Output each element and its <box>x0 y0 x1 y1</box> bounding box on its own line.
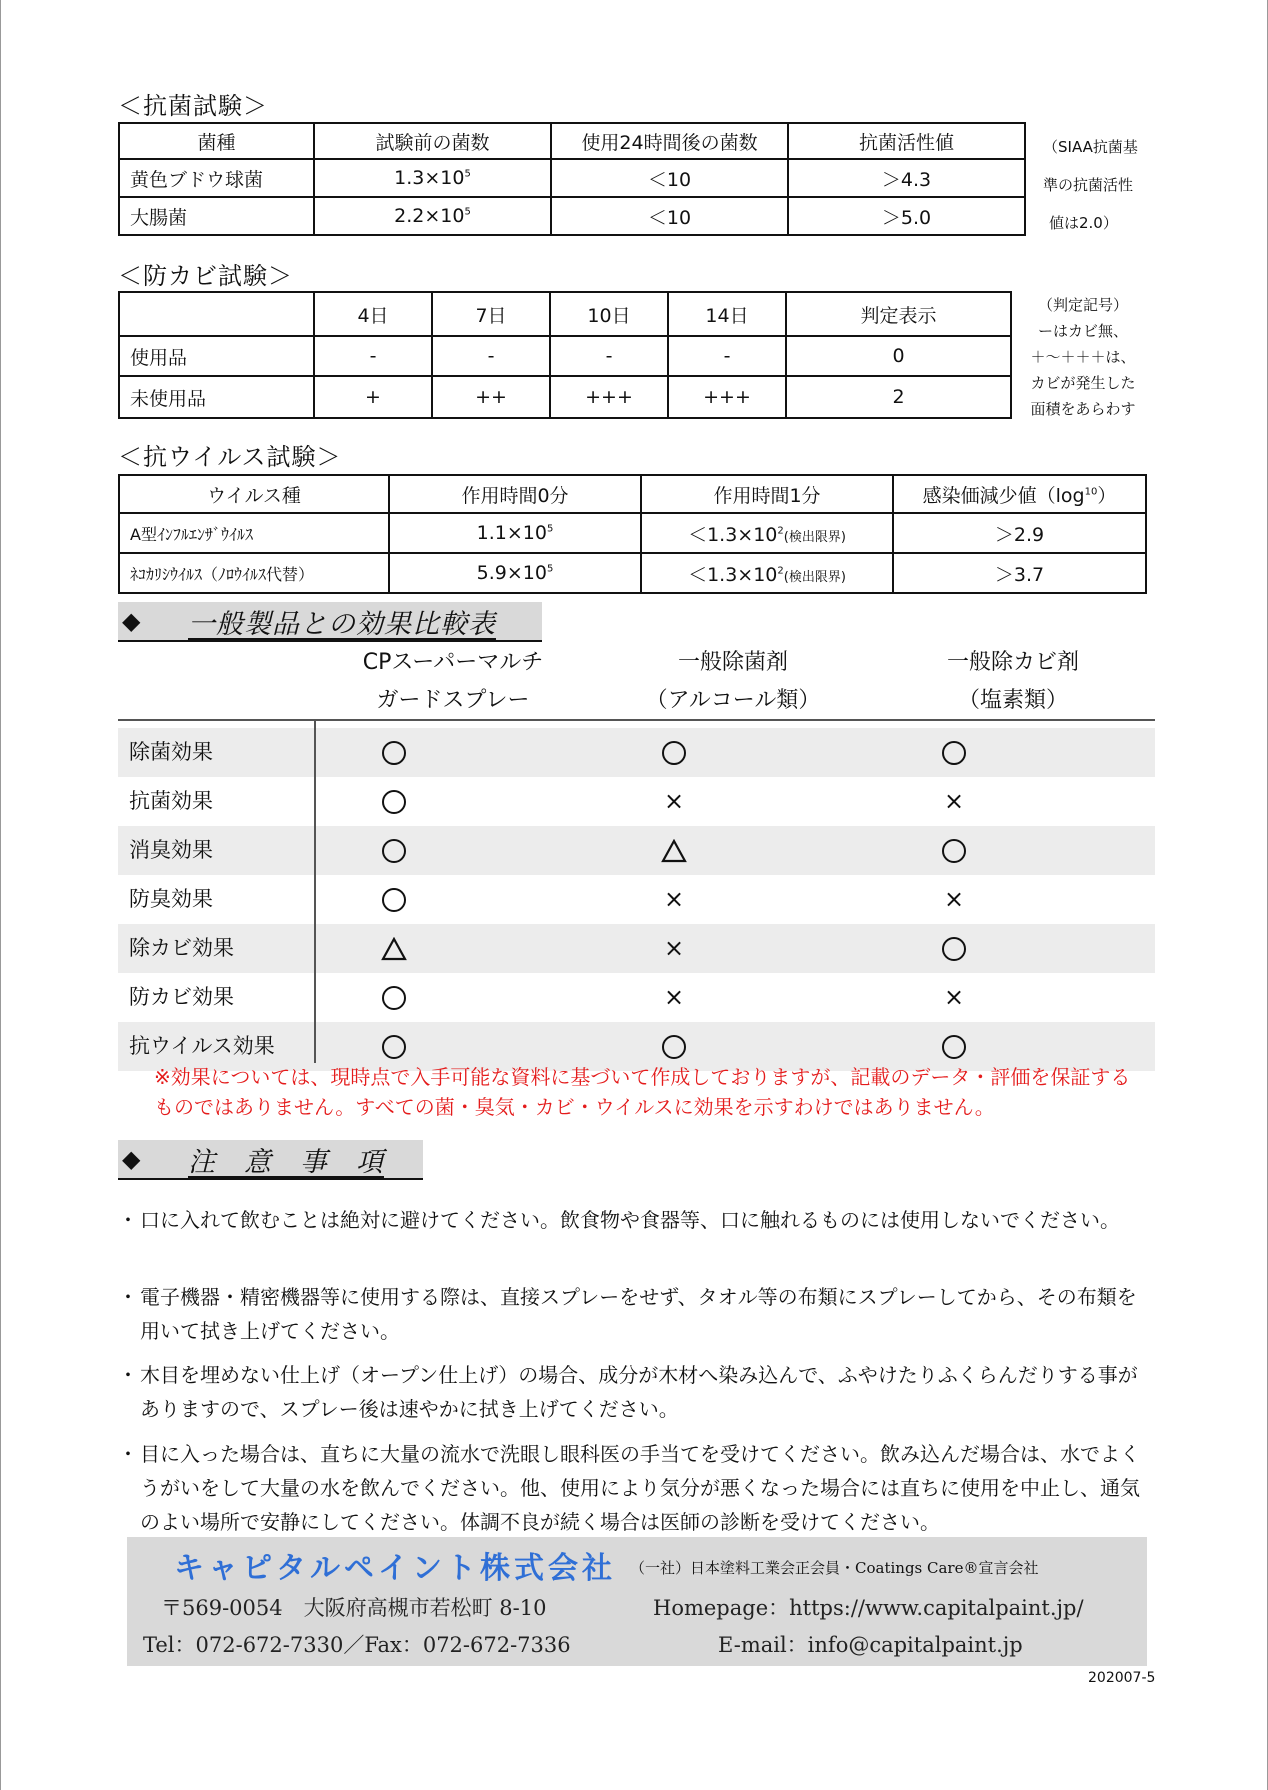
effect-label: 防臭効果 <box>129 887 213 911</box>
result-cell: ++ <box>432 376 550 418</box>
document-code: 202007-5 <box>1088 1670 1156 1686</box>
header-cell: 判定表示 <box>786 292 1011 336</box>
note-line: カビが発生した <box>1030 374 1136 392</box>
association-text: （一社）日本塗料工業会正会員・Coatings Care®宣言会社 <box>630 1559 1039 1577</box>
circle-mark-icon <box>334 728 454 777</box>
header-cell: 7日 <box>432 292 550 336</box>
sample-cell: 未使用品 <box>119 376 314 418</box>
note-line: 値は2.0） <box>1049 214 1118 232</box>
result-cell: - <box>314 336 432 376</box>
caution-text: 木目を埋めない仕上げ（オープン仕上げ）の場合、成分が木材へ染み込んで、ふやけたりふくらんだりする事がありますので、スプレー後は速やかに拭き上げてください。 <box>140 1363 1138 1421</box>
company-name: キャピタルペイント株式会社 <box>174 1551 616 1586</box>
column-header-chlorine <box>893 644 1133 720</box>
table-row <box>119 553 1146 593</box>
antiviral-table <box>118 474 1147 594</box>
circle-mark-icon <box>334 875 454 924</box>
comparison-vertical-divider <box>314 719 316 1063</box>
t0-cell: $5.9\times 10^5$ <box>389 553 641 593</box>
cross-mark-icon: × <box>943 983 965 1011</box>
caution-text: 電子機器・精密機器等に使用する際は、直接スプレーをせず、タオル等の布類にスプレーしてから、その布類を用いて拭き上げてください。 <box>140 1285 1137 1343</box>
note-line: 面積をあらわす <box>1030 400 1136 418</box>
column-header-line: 一般除菌剤 <box>677 650 788 675</box>
circle-mark-icon <box>894 826 1014 875</box>
count-before-cell: $2.2\times 10^5$ <box>314 197 551 235</box>
t1-cell: $<1.3\times 10^2$(検出限界) <box>641 513 893 553</box>
virus-cell: ﾈｺｶﾘｼｳｲﾙｽ（ﾉﾛｳｲﾙｽ代替） <box>119 553 389 593</box>
diamond-icon: ◆ <box>122 607 141 635</box>
caution-item <box>118 1437 1148 1539</box>
species-cell: 大腸菌 <box>119 197 314 235</box>
header-cell: 使用24時間後の菌数 <box>551 123 788 159</box>
header-cell: 菌種 <box>119 123 314 159</box>
note-line: （判定記号） <box>1037 296 1128 314</box>
header-cell: 感染価減少値$(\log^{10})$ <box>893 475 1146 513</box>
circle-mark-icon <box>614 728 734 777</box>
table-row <box>119 513 1146 553</box>
result-cell: - <box>432 336 550 376</box>
antimold-table <box>118 291 1012 419</box>
table-row <box>119 197 1025 235</box>
column-header-line: （塩素類） <box>957 688 1068 713</box>
effect-label: 抗菌効果 <box>129 789 213 813</box>
header-cell: 4日 <box>314 292 432 336</box>
header-cell: 抗菌活性値 <box>788 123 1025 159</box>
triangle-mark-icon <box>614 826 734 875</box>
count-before-cell: $1.3\times 10^5$ <box>314 159 551 197</box>
effect-label: 消臭効果 <box>129 838 213 862</box>
cross-mark-icon: × <box>943 787 965 815</box>
homepage-link[interactable]: Homepage：https://www.capitalpaint.jp/ <box>653 1596 1084 1620</box>
comparison-divider <box>118 719 1155 721</box>
comparison-heading <box>118 602 542 642</box>
comparison-row <box>118 973 1155 1022</box>
company-footer <box>127 1537 1147 1666</box>
comparison-row <box>118 875 1155 924</box>
result-cell: + <box>314 376 432 418</box>
table-row <box>119 159 1025 197</box>
t0-cell: $1.1\times 10^5$ <box>389 513 641 553</box>
judge-cell: 0 <box>786 336 1011 376</box>
sample-cell: 使用品 <box>119 336 314 376</box>
result-cell: +++ <box>668 376 786 418</box>
reduction-cell: ＞3.7 <box>893 553 1146 593</box>
column-header-alcohol <box>613 644 853 720</box>
activity-cell: ＞4.3 <box>788 159 1025 197</box>
comparison-row <box>118 728 1155 777</box>
column-header-line: CPスーパーマルチ <box>362 650 544 675</box>
circle-mark-icon <box>334 777 454 826</box>
count-after-cell: ＜10 <box>551 159 788 197</box>
comparison-title: 一般製品との効果比較表 <box>188 608 496 640</box>
caution-text: 目に入った場合は、直ちに大量の流水で洗眼し眼科医の手当てを受けてください。飲み込んだ場合は、水でよくうがいをして大量の水を飲んでください。他、使用により気分が悪くなった場合には直ちに使用を中止し、通気のよい場所で安静にしてください。体調不良が続く場合は医師の診断を受けてください。 <box>140 1442 1140 1534</box>
header-cell: ウイルス種 <box>119 475 389 513</box>
effect-label: 除菌効果 <box>129 740 213 764</box>
note-line: 準の抗菌活性 <box>1043 176 1134 194</box>
antimold-title: ＜防カビ試験＞ <box>118 262 293 290</box>
header-cell: 10日 <box>550 292 668 336</box>
table-header-row <box>119 292 1011 336</box>
bullet: ・ <box>118 1285 138 1309</box>
header-cell <box>119 292 314 336</box>
triangle-mark-icon <box>334 924 454 973</box>
effect-label: 防カビ効果 <box>129 985 234 1009</box>
note-line: ーはカビ無、 <box>1037 322 1128 340</box>
effect-label: 除カビ効果 <box>129 936 234 960</box>
antibacterial-title: ＜抗菌試験＞ <box>118 92 268 120</box>
caution-item <box>118 1280 1148 1348</box>
diamond-icon: ◆ <box>122 1145 141 1173</box>
comparison-row <box>118 826 1155 875</box>
circle-mark-icon <box>334 973 454 1022</box>
virus-cell: A型ｲﾝﾌﾙｴﾝｻﾞｳｲﾙｽ <box>119 513 389 553</box>
result-cell: - <box>668 336 786 376</box>
circle-mark-icon <box>894 924 1014 973</box>
comparison-row <box>118 777 1155 826</box>
count-after-cell: ＜10 <box>551 197 788 235</box>
circle-mark-icon <box>894 728 1014 777</box>
bullet: ・ <box>118 1208 138 1232</box>
column-header-line: ガードスプレー <box>376 688 530 713</box>
caution-text: 口に入れて飲むことは絶対に避けてください。飲食物や食器等、口に触れるものには使用しないでください。 <box>140 1208 1120 1232</box>
result-cell: +++ <box>550 376 668 418</box>
table-row <box>119 376 1011 418</box>
address-text: 〒569-0054 大阪府高槻市若松町 8-10 <box>161 1596 547 1620</box>
bullet: ・ <box>118 1442 138 1466</box>
column-header-line: （アルコール類） <box>645 688 821 713</box>
table-row <box>119 336 1011 376</box>
species-cell: 黄色ブドウ球菌 <box>119 159 314 197</box>
antimold-note <box>1019 292 1147 422</box>
note-line: （SIAA抗菌基 <box>1043 138 1138 156</box>
column-header-cp <box>333 644 573 720</box>
table-header-row <box>119 475 1146 513</box>
caution-heading <box>118 1140 423 1180</box>
phone-text: Tel：072-672-7330／Fax：072-672-7336 <box>143 1633 571 1657</box>
comparison-row <box>118 924 1155 973</box>
activity-cell: ＞5.0 <box>788 197 1025 235</box>
reduction-cell: ＞2.9 <box>893 513 1146 553</box>
bullet: ・ <box>118 1363 138 1387</box>
caution-item <box>118 1203 1148 1237</box>
note-line: ＋～＋＋＋は、 <box>1030 348 1136 366</box>
result-cell: - <box>550 336 668 376</box>
header-cell: 作用時間0分 <box>389 475 641 513</box>
cross-mark-icon: × <box>943 885 965 913</box>
cross-mark-icon: × <box>663 885 685 913</box>
header-cell: 14日 <box>668 292 786 336</box>
header-cell: 試験前の菌数 <box>314 123 551 159</box>
circle-mark-icon <box>334 826 454 875</box>
cross-mark-icon: × <box>663 934 685 962</box>
judge-cell: 2 <box>786 376 1011 418</box>
header-cell: 作用時間1分 <box>641 475 893 513</box>
column-header-line: 一般除カビ剤 <box>946 650 1079 675</box>
antibacterial-note <box>1043 128 1153 242</box>
comparison-disclaimer: ※効果については、現時点で入手可能な資料に基づいて作成しておりますが、記載のデータ・評価を保証するものではありません。すべての菌・臭気・カビ・ウイルスに効果を示すわけではありません。 <box>154 1065 1131 1119</box>
caution-item <box>118 1358 1148 1426</box>
antibacterial-table <box>118 122 1026 236</box>
caution-title: 注 意 事 項 <box>188 1146 384 1178</box>
t1-cell: $<1.3\times 10^2$(検出限界) <box>641 553 893 593</box>
cross-mark-icon: × <box>663 787 685 815</box>
effect-label: 抗ウイルス効果 <box>129 1034 275 1058</box>
antiviral-title: ＜抗ウイルス試験＞ <box>118 443 342 471</box>
email-link[interactable]: E-mail：info@capitalpaint.jp <box>718 1633 1023 1657</box>
table-header-row <box>119 123 1025 159</box>
cross-mark-icon: × <box>663 983 685 1011</box>
